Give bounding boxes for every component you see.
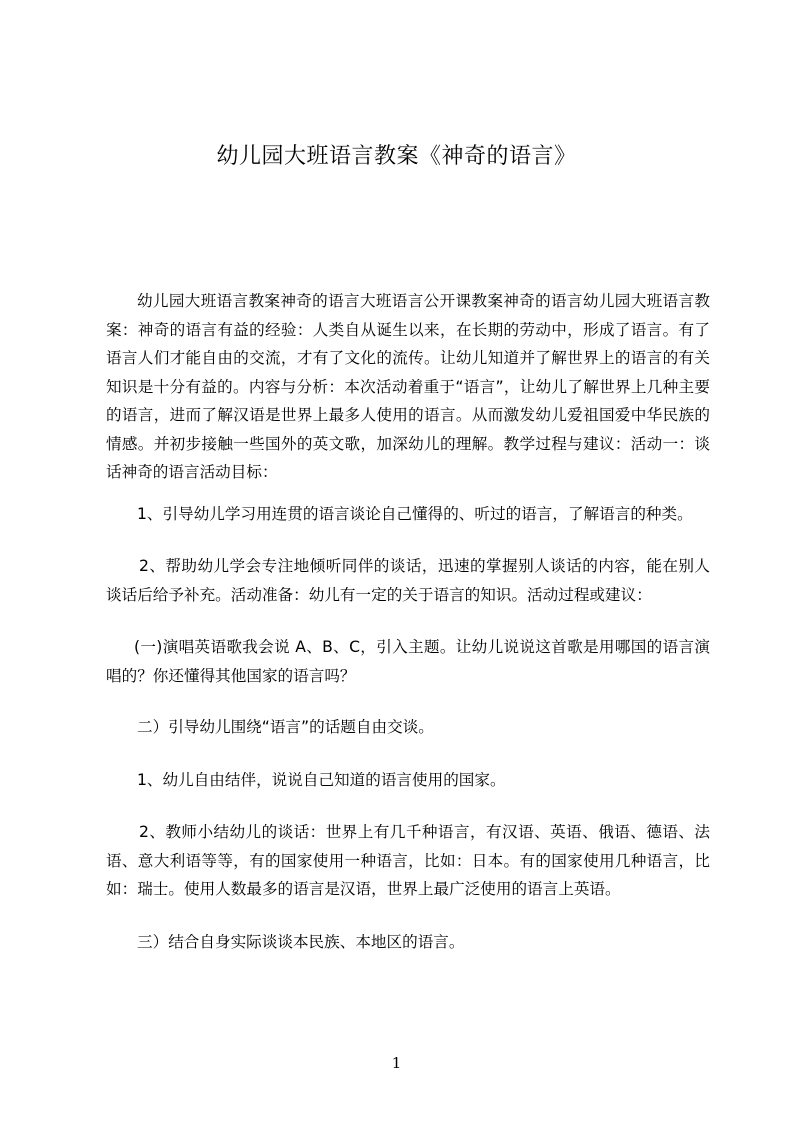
free-talk-paragraph: 1、幼儿自由结伴，说说自己知道的语言使用的国家。 bbox=[137, 771, 506, 789]
step-two-paragraph: 二）引导幼儿围绕“语言”的话题自由交谈。 bbox=[137, 718, 434, 736]
goal-one-paragraph: 1、引导幼儿学习用连贯的语言谈论自己懂得的、听过的语言，了解语言的种类。 bbox=[137, 505, 693, 523]
intro-paragraph: 幼儿园大班语言教案神奇的语言大班语言公开课教案神奇的语言幼儿园大班语言教案：神奇的语言有益的经验：人类自从诞生以来，在长期的劳动中，形成了语言。有了语言人们才能自由的交流，才有了文化的流传。让幼儿知道并了解世界上的语言的有关知识是十分有益的。内容与分析：本次活动着重于“语言”，让幼儿了解世界上几种主要的语言，进而了解汉语是世界上最多人使用的语言。从而激发幼儿爱祖国爱中华民族的情感。并初步接触一些国外的英文歌，加深幼儿的理解。教学过程与建议：活动一：谈话神奇的语言活动目标： bbox=[106, 292, 710, 481]
goal-two-paragraph: 2、帮助幼儿学会专注地倾听同伴的谈话，迅速的掌握别人谈话的内容，能在别人谈话后给予补充。活动准备：幼儿有一定的关于语言的知识。活动过程或建议： bbox=[106, 557, 710, 604]
document-title: 幼儿园大班语言教案《神奇的语言》 bbox=[216, 144, 577, 169]
page-number: 1 bbox=[391, 1054, 402, 1072]
teacher-summary-paragraph: 2、教师小结幼儿的谈话：世界上有几千种语言，有汉语、英语、俄语、德语、法语、意大利语等等，有的国家使用一种语言，比如：日本。有的国家使用几种语言，比如：瑞士。使用人数最多的语言是汉语，世界上最广泛使用的语言上英语。 bbox=[106, 823, 710, 898]
step-one-paragraph: (一)演唱英语歌我会说 A、B、C，引入主题。让幼儿说说这首歌是用哪国的语言演唱的？你还懂得其他国家的语言吗？ bbox=[106, 638, 710, 685]
step-three-paragraph: 三）结合自身实际谈谈本民族、本地区的语言。 bbox=[137, 933, 465, 951]
